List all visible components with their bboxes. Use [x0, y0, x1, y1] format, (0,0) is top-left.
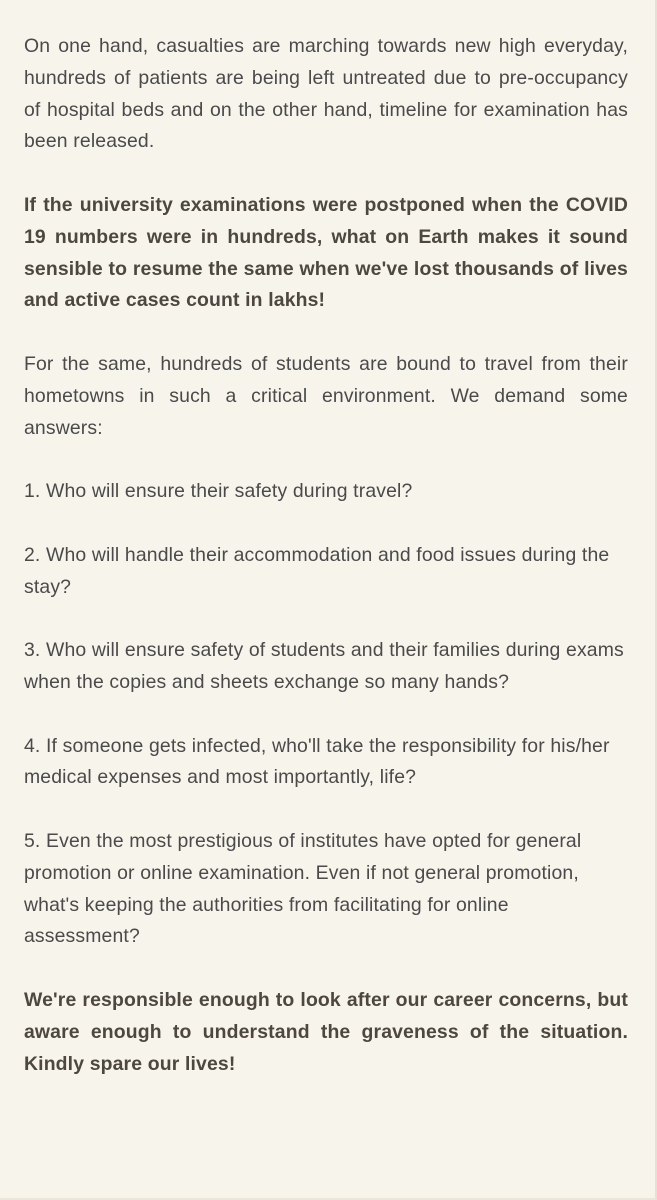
question-item-1: 1. Who will ensure their safety during travel? — [24, 480, 413, 503]
intro-paragraph: On one hand, casualties are marching towards new high everyday, hundreds of patients are being left untreated due to pre-occupancy of hospital beds and on the other hand, timeline for examination has been released. — [24, 35, 628, 153]
closing-paragraph: We're responsible enough to look after our career concerns, but aware enough to understand the graveness of the situation. Kindly spare our lives! — [24, 988, 628, 1075]
question-item-5: 5. Even the most prestigious of institutes have opted for general promotion or online examination. Even if not general promotion, what's keeping the authorities from facilitating for online assessment? — [24, 829, 582, 948]
question-item-4: 4. If someone gets infected, who'll take the responsibility for his/her medical expenses and most importantly, life? — [24, 734, 610, 789]
demand-paragraph: For the same, hundreds of students are bound to travel from their hometowns in such a critical environment. We demand some answers: — [24, 352, 628, 439]
question-item-3: 3. Who will ensure safety of students and their families during exams when the copies and sheets exchange so many hands? — [24, 639, 624, 693]
document-body — [24, 31, 628, 1112]
question-item-2: 2. Who will handle their accommodation and food issues during the stay? — [24, 543, 610, 598]
bold-question-paragraph: If the university examinations were postponed when the COVID 19 numbers were in hundreds, what on Earth makes it sound sensible to resume the same when we've lost thousands of lives and active cases count in lakhs! — [24, 193, 628, 312]
